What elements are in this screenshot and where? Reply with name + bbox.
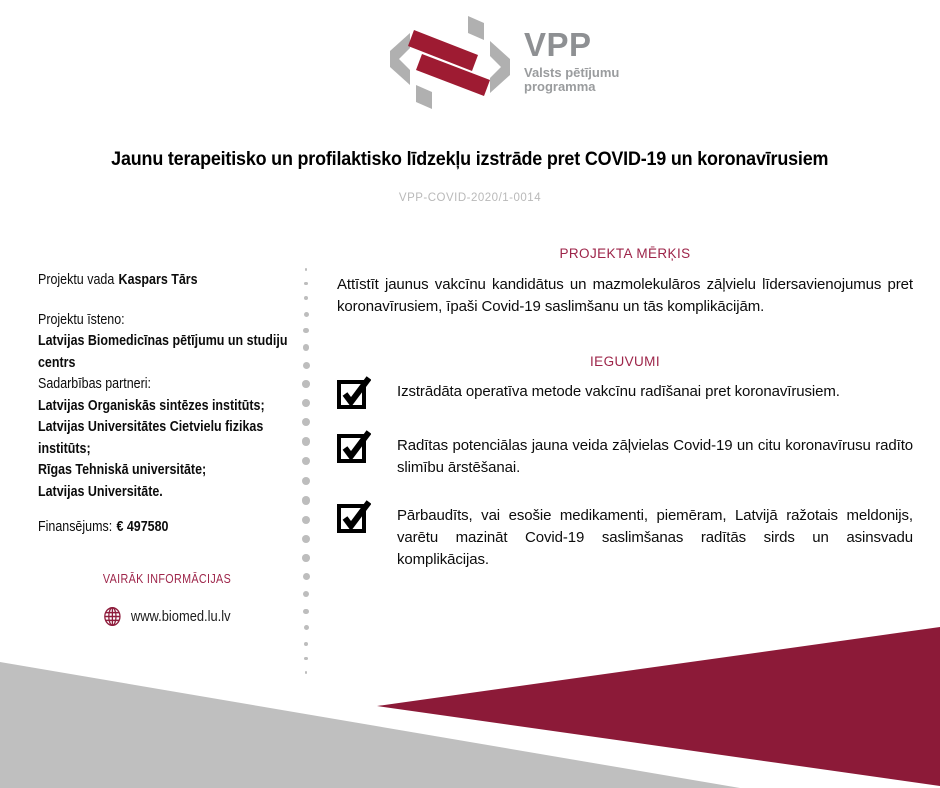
- project-lead: [38, 270, 296, 292]
- website-row: [38, 606, 296, 628]
- project-lead-label: Projektu vada: [38, 272, 115, 288]
- implementer-label: Projektu īsteno:: [38, 311, 125, 328]
- left-panel: [38, 270, 296, 628]
- divider-dot: [303, 328, 309, 334]
- benefit-item: [337, 435, 913, 479]
- more-info-heading: VAIRĀK INFORMĀCIJAS: [102, 571, 232, 586]
- right-panel: [337, 246, 913, 597]
- funding-label: Finansējums:: [38, 519, 113, 535]
- benefit-item: [337, 381, 913, 409]
- divider-dot: [304, 312, 309, 317]
- partner-item: Latvijas Universitātes Cietvielu fizikas institūts;: [38, 419, 264, 457]
- divider-dot: [302, 418, 310, 426]
- divider-dot: [303, 362, 310, 369]
- benefit-text: Pārbaudīts, vai esošie medikamenti, piemēram, Latvijā ražotais meldonijs, varētu mazināt Covid-19 saslimšanas radītās sirds un asinsvadu komplikācijas.: [397, 507, 913, 568]
- benefit-text: Izstrādāta operatīva metode vakcīnu radīšanai pret koronavīrusiem.: [397, 383, 840, 400]
- checked-checkbox-icon: [337, 499, 371, 533]
- divider-dot: [302, 380, 310, 388]
- divider-dot: [304, 296, 308, 300]
- project-code: VPP-COVID-2020/1-0014: [398, 192, 542, 204]
- partner-item: Latvijas Universitāte.: [38, 483, 163, 500]
- checked-checkbox-icon: [337, 375, 371, 409]
- divider-dot: [302, 457, 311, 466]
- globe-icon: [103, 606, 121, 627]
- divider-dot: [304, 282, 307, 285]
- partners-list: [38, 396, 296, 504]
- divider-dot: [302, 516, 310, 524]
- footer-gray-triangle: [0, 662, 740, 788]
- divider-dot: [304, 642, 308, 646]
- dotted-divider: [300, 268, 312, 674]
- funding: [38, 517, 296, 539]
- partners-label: Sadarbības partneri:: [38, 376, 151, 392]
- vpp-logo: [388, 8, 628, 110]
- goal-text: Attīstīt jaunus vakcīnu kandidātus un mazmolekulāros zāļvielu līdersavienojumus pret koronavīrusiem, īpaši Covid-19 saslimšanu un tās komplikācijām.: [337, 276, 913, 315]
- project-lead-name: Kaspars Tārs: [118, 272, 198, 288]
- divider-dot: [303, 344, 309, 350]
- checked-checkbox-icon: [337, 429, 371, 463]
- benefits-list: [337, 381, 913, 571]
- benefit-text: Radītas potenciālas jauna veida zāļvielas Covid-19 un citu koronavīrusu radīto slimību ārstēšanai.: [397, 437, 913, 476]
- vpp-logo-mark-icon: [388, 8, 512, 110]
- benefit-item: [337, 505, 913, 571]
- divider-dot: [304, 625, 309, 630]
- logo-acronym: VPP: [524, 26, 592, 63]
- divider-dot: [303, 591, 309, 597]
- goal-heading: PROJEKTA MĒRĶIS: [559, 246, 691, 261]
- divider-dot: [302, 477, 311, 486]
- footer-red-triangle: [377, 627, 940, 786]
- logo-program-name: Valsts pētījumu programma: [524, 65, 620, 94]
- divider-dot: [302, 399, 310, 407]
- website-link[interactable]: www.biomed.lu.lv: [130, 608, 231, 625]
- page-title: Jaunu terapeitisko un profilaktisko līdzekļu izstrāde pret COVID-19 un koronavīrusiem: [111, 148, 829, 170]
- divider-dot: [302, 554, 310, 562]
- divider-dot: [305, 268, 308, 271]
- partner-item: Latvijas Organiskās sintēzes institūts;: [38, 397, 265, 414]
- partner-item: Rīgas Tehniskā universitāte;: [38, 462, 207, 478]
- divider-dot: [302, 496, 311, 505]
- divider-dot: [304, 657, 307, 660]
- implementer-name: Latvijas Biomedicīnas pētījumu un studiju centrs: [38, 333, 288, 371]
- divider-dot: [305, 671, 308, 674]
- divider-dot: [302, 437, 311, 446]
- funding-value: € 497580: [116, 519, 169, 535]
- divider-dot: [302, 535, 310, 543]
- divider-dot: [303, 573, 310, 580]
- logo-text: [524, 28, 628, 94]
- divider-dot: [303, 609, 309, 615]
- benefits-heading: IEGUVUMI: [590, 354, 660, 369]
